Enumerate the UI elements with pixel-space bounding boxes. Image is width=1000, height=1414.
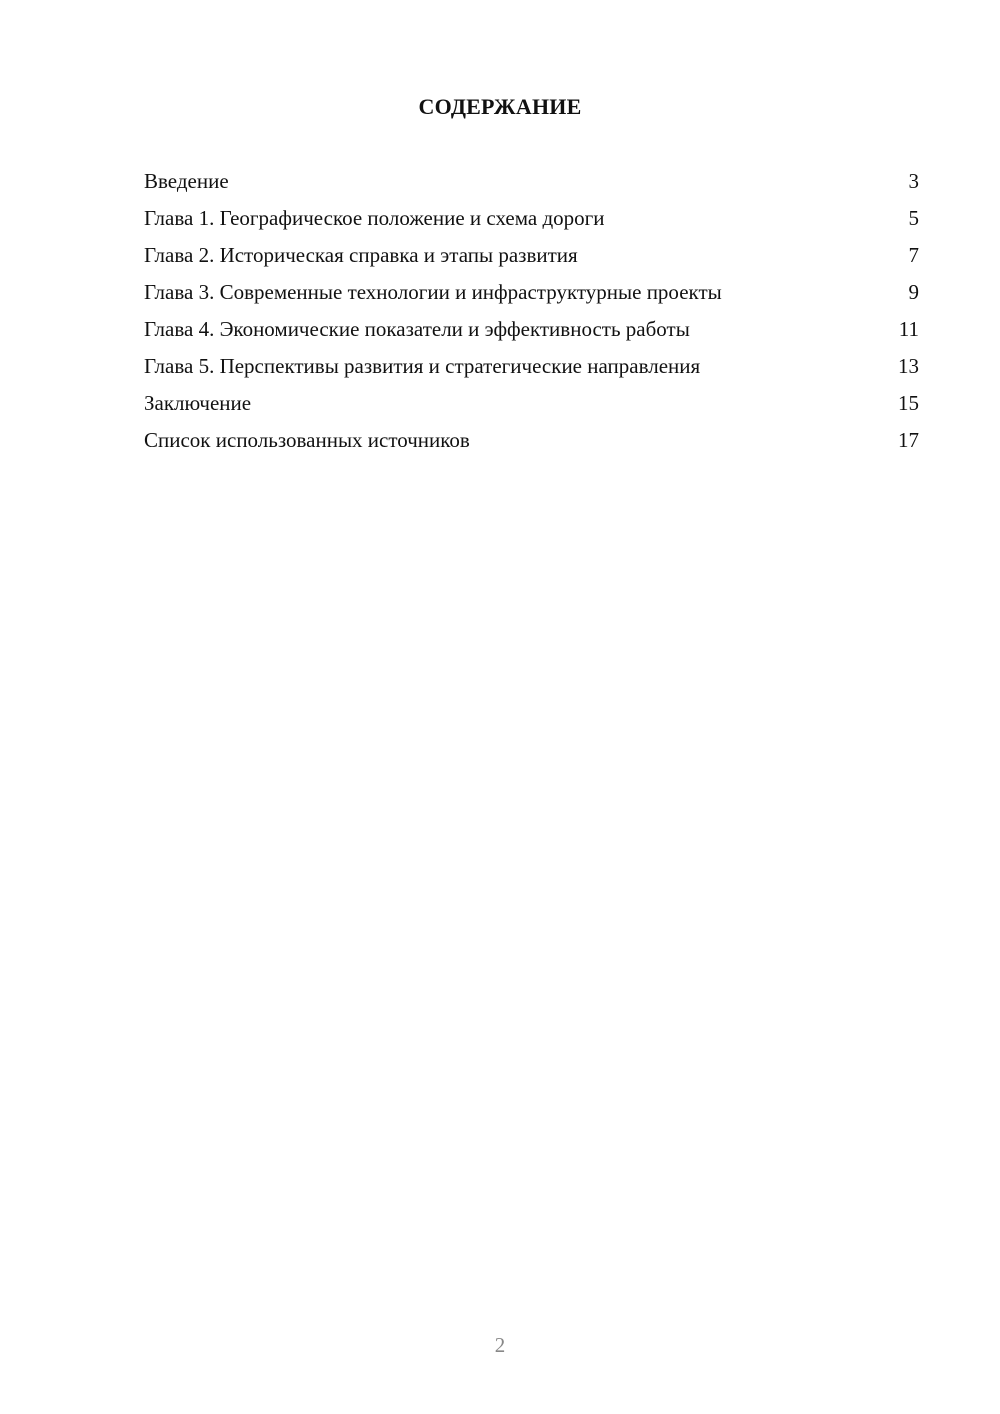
toc-entry (144, 205, 919, 231)
toc-entry (144, 168, 919, 194)
toc-entry-label: Список использованных источников (144, 428, 470, 452)
toc-entry-page: 9 (908, 280, 919, 304)
toc-entry-page: 5 (908, 206, 919, 230)
page-title: СОДЕРЖАНИЕ (418, 94, 582, 119)
toc-entry-label: Глава 3. Современные технологии и инфраструктурные проекты (144, 280, 722, 304)
toc-entry (144, 279, 919, 305)
toc-entry-label: Глава 4. Экономические показатели и эффективность работы (144, 317, 690, 341)
toc-entry-label: Глава 5. Перспективы развития и стратегические направления (144, 354, 701, 378)
toc-entry-page: 11 (898, 317, 919, 341)
toc-entry-label: Заключение (144, 391, 252, 415)
toc-entry-page: 3 (908, 169, 919, 193)
toc-entry-page: 13 (898, 354, 919, 378)
page-number: 2 (494, 1333, 506, 1357)
toc-entry (144, 353, 919, 379)
toc-entry-page: 15 (898, 391, 919, 415)
toc-entry (144, 427, 919, 453)
toc-entry (144, 316, 919, 342)
toc-entry-page: 17 (898, 428, 919, 452)
toc-entry (144, 390, 919, 416)
toc-entry-label: Глава 2. Историческая справка и этапы развития (144, 243, 578, 267)
toc-entry-label: Введение (144, 169, 229, 193)
table-of-contents (144, 168, 919, 464)
toc-entry (144, 242, 919, 268)
toc-entry-label: Глава 1. Географическое положение и схема дороги (144, 206, 605, 230)
toc-entry-page: 7 (908, 243, 919, 267)
